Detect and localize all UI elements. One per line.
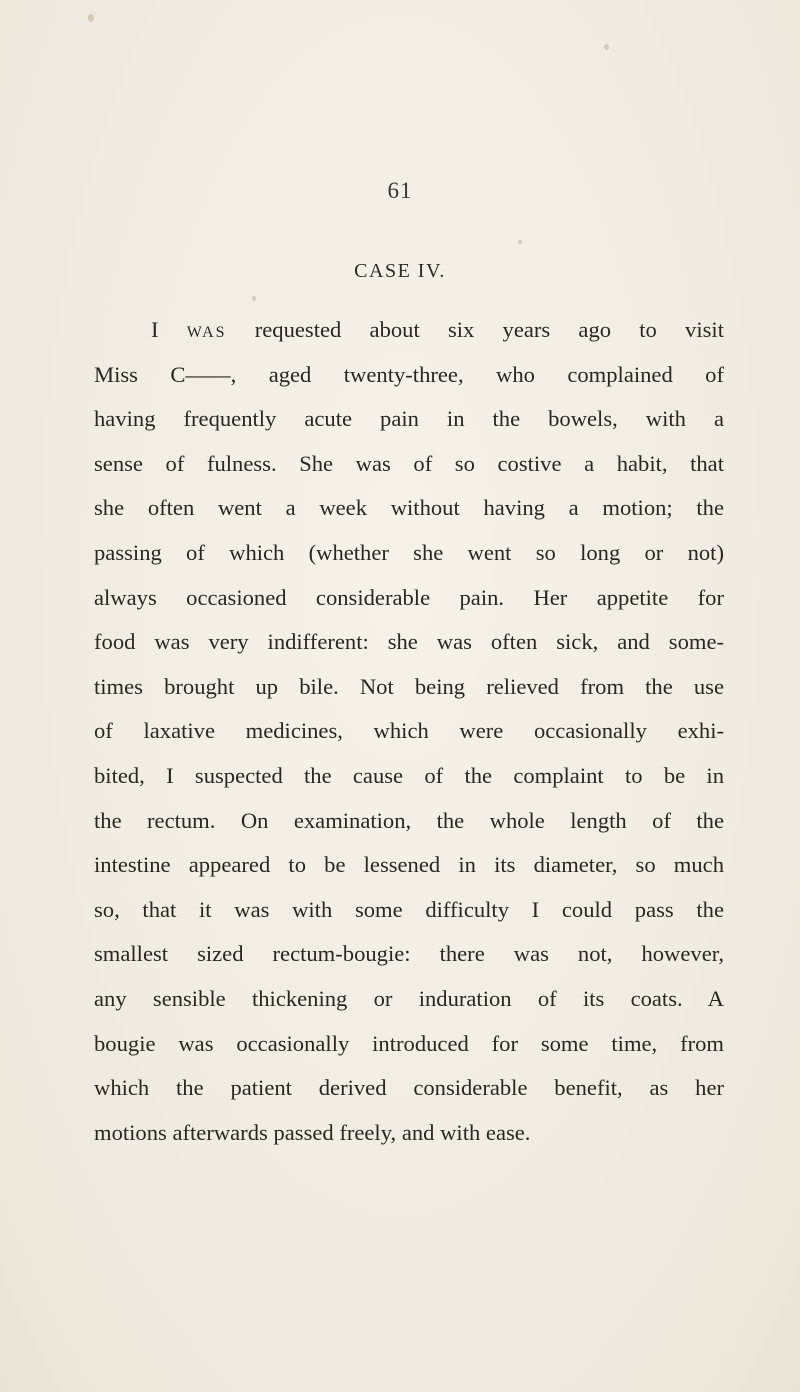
paragraph-line: having frequently acute pain in the bowels, with a bbox=[94, 406, 724, 432]
page-number: 61 bbox=[387, 178, 413, 203]
paragraph-line: so, that it was with some difficulty I could pass the bbox=[94, 896, 724, 922]
case-paragraph bbox=[94, 308, 724, 1155]
paragraph-line: bited, I suspected the cause of the complaint to be in bbox=[94, 762, 724, 788]
paragraph-line: motions afterwards passed freely, and with ease. bbox=[94, 1119, 531, 1145]
paragraph-line: of laxative medicines, which were occasionally exhi- bbox=[94, 718, 724, 744]
paper-spot bbox=[518, 240, 522, 244]
paragraph-line: sense of fulness. She was of so costive a habit, that bbox=[94, 450, 724, 476]
paragraph-line bbox=[94, 308, 724, 353]
paragraph-line: she often went a week without having a motion; the bbox=[94, 495, 724, 521]
paragraph-line: intestine appeared to be lessened in its diameter, so much bbox=[94, 852, 724, 878]
paragraph-line: food was very indifferent: she was often sick, and some- bbox=[94, 629, 724, 655]
paper-spot bbox=[604, 44, 609, 50]
paragraph-line: which the patient derived considerable benefit, as her bbox=[94, 1075, 724, 1101]
first-line-text: requested about six years ago to visit bbox=[226, 317, 724, 342]
opening-smallcaps: was bbox=[186, 317, 227, 342]
paper-spot bbox=[88, 14, 94, 22]
paragraph-line: the rectum. On examination, the whole length of the bbox=[94, 807, 724, 833]
paragraph-line: any sensible thickening or induration of its coats. A bbox=[94, 985, 724, 1011]
paragraph-line: Miss C——, aged twenty-three, who complained of bbox=[94, 361, 724, 387]
paragraph-line: times brought up bile. Not being relieved from the use bbox=[94, 673, 724, 699]
paragraph-line: smallest sized rectum-bougie: there was not, however, bbox=[94, 941, 724, 967]
paragraph-line: passing of which (whether she went so long or not) bbox=[94, 539, 724, 565]
opening-word: I bbox=[151, 317, 159, 342]
paper-spot bbox=[252, 296, 256, 301]
paragraph-line: bougie was occasionally introduced for some time, from bbox=[94, 1030, 724, 1056]
case-title: CASE IV. bbox=[354, 260, 446, 282]
paragraph-line: always occasioned considerable pain. Her appetite for bbox=[94, 584, 724, 610]
